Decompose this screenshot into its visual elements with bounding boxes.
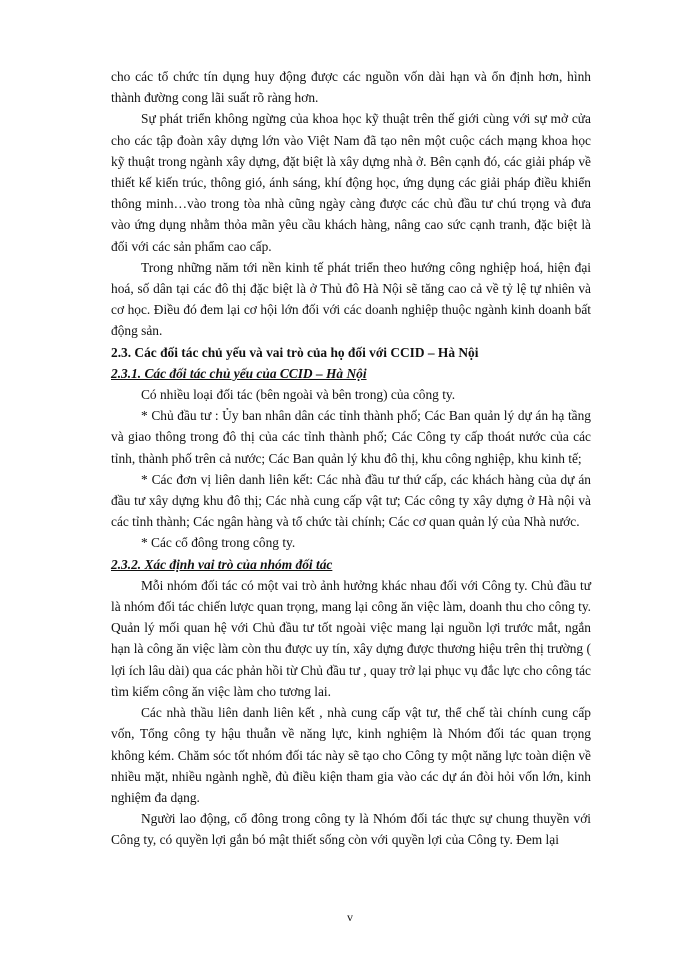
- paragraph-partner-roles: Mỗi nhóm đối tác có một vai trò ảnh hưởng khác nhau đối với Công ty. Chủ đầu tư là nhóm đối tác chiến lược quan trọng, mang lại công ăn việc làm, doanh thu cho công ty. Quản lý mối quan hệ với Chủ đầu tư tốt ngoài việc mang lại nguồn lợi trước mắt, ngắn hạn là công ăn việc làm còn thu được uy tín, xây dựng được thương hiệu trên thị trường ( lợi ích lâu dài) qua các phản hồi từ Chủ đầu tư , quay trở lại phục vụ đắc lực cho công tác tìm kiếm công ăn việc làm cho tương lai.: [111, 577, 591, 699]
- subsection-heading-2-3-1: 2.3.1. Các đối tác chủ yếu của CCID – Hà Nội: [111, 365, 367, 381]
- list-item-investors: * Chủ đầu tư : Ủy ban nhân dân các tỉnh thành phố; Các Ban quản lý dự án hạ tầng và giao thông trong đô thị của các tỉnh thành phố; Các Công ty cấp thoát nước của các tỉnh, thành phố trên cả nước; Các Ban quản lý khu đô thị, khu công nghiệp, khu kinh tế;: [111, 408, 591, 466]
- paragraph-employees: Người lao động, cổ đông trong công ty là Nhóm đối tác thực sự chung thuyền với Công ty, có quyền lợi gắn bó mật thiết sống còn với quyền lợi của Công ty. Đem lại: [111, 811, 591, 848]
- paragraph-contractors: Các nhà thầu liên danh liên kết , nhà cung cấp vật tư, thể chế tài chính cung cấp vốn, Tổng công ty hậu thuẫn về năng lực, kinh nghiệm là Nhóm đối tác quan trọng không kém. Chăm sóc tốt nhóm đối tác này sẽ tạo cho Công ty một năng lực toàn diện về nhiều mặt, nhiều ngành nghề, đủ điều kiện tham gia vào các dự án đòi hỏi vốn lớn, kinh nghiệm đa dạng.: [111, 705, 591, 805]
- list-item-shareholders: * Các cổ đông trong công ty.: [141, 535, 296, 551]
- section-heading-2-3: 2.3. Các đối tác chủ yếu và vai trò của họ đối với CCID – Hà Nội: [111, 344, 479, 360]
- paragraph-continuation: cho các tổ chức tín dụng huy động được các nguồn vốn dài hạn và ổn định hơn, hình thành đường cong lãi suất rõ ràng hơn.: [111, 69, 591, 106]
- paragraph-economy: Trong những năm tới nền kinh tế phát triển theo hướng công nghiệp hoá, hiện đại hoá, số dân tại các đô thị đặc biệt là ở Thủ đô Hà Nội sẽ tăng cao cả về tỷ lệ tự nhiên và cơ học. Điều đó đem lại cơ hội lớn đối với các doanh nghiệp thuộc ngành kinh doanh bất động sản.: [111, 259, 591, 339]
- paragraph-partner-types: Có nhiều loại đối tác (bên ngoài và bên trong) của công ty.: [141, 387, 456, 403]
- subsection-heading-2-3-2: 2.3.2. Xác định vai trò của nhóm đối tác: [111, 556, 333, 572]
- paragraph-technology: Sự phát triển không ngừng của khoa học kỹ thuật trên thế giới cùng với sự mở cửa cho các tập đoàn xây dựng lớn vào Việt Nam đã tạo nên một cuộc cách mạng khoa học kỹ thuật trong ngành xây dựng, đặt biệt là xây dựng nhà ở. Bên cạnh đó, các giải pháp về thiết kế kiến trúc, thông gió, ánh sáng, khí động học, ứng dụng các giải pháp điều khiển thông minh…vào trong tòa nhà cũng ngày càng được các chủ đầu tư chú trọng và đưa vào ứng dụng nhằm thỏa mãn yêu cầu khách hàng, nâng cao sức cạnh tranh, đặc biệt là đối với các sản phẩm cao cấp.: [111, 111, 591, 254]
- list-item-joint-ventures: * Các đơn vị liên danh liên kết: Các nhà đầu tư thứ cấp, các khách hàng của dự án đầu tư xây dựng khu đô thị; Các nhà cung cấp vật tư; Các công ty xây dựng ở Hà nội và các tỉnh thành; Các ngân hàng và tổ chức tài chính; Các cơ quan quản lý của Nhà nước.: [111, 471, 591, 530]
- document-body: [111, 66, 591, 851]
- page-number: v: [347, 910, 353, 924]
